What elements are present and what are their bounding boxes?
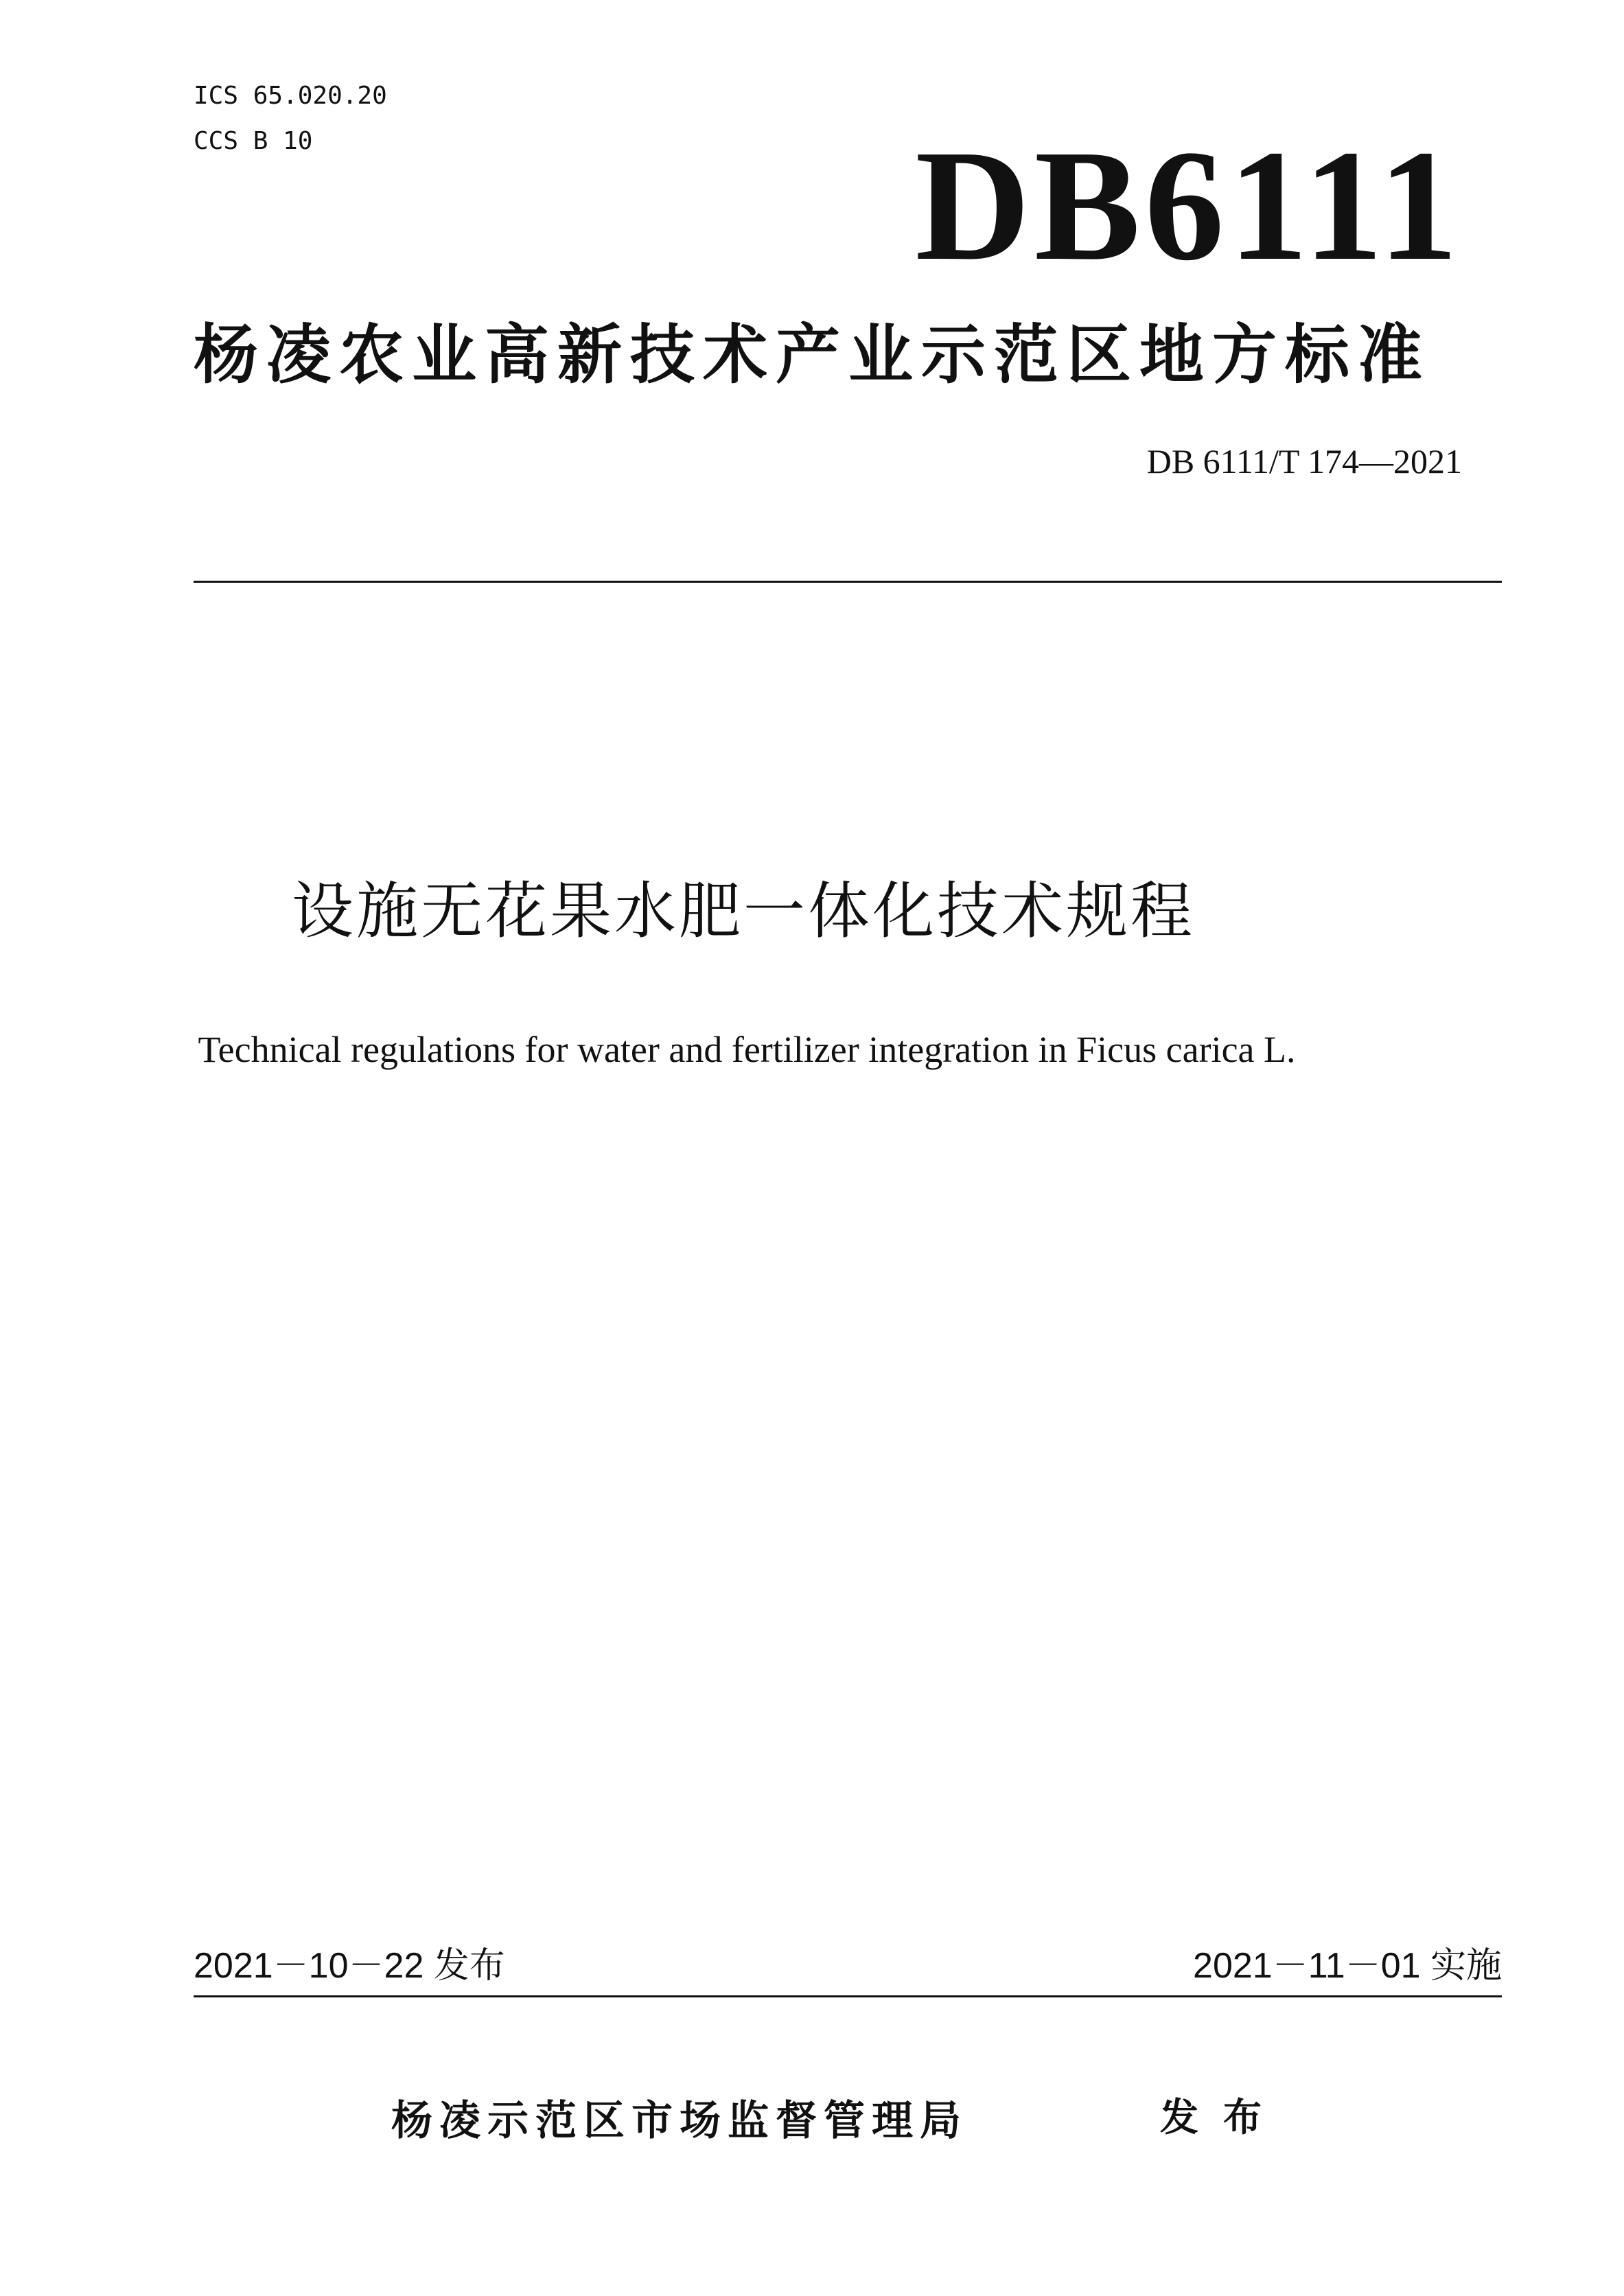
document-title-zh: 设施无花果水肥一体化技术规程: [292, 875, 1195, 947]
document-title-en: Technical regulations for water and fertilizer integration in Ficus carica L.: [198, 1029, 1296, 1070]
standard-number: DB 6111/T 174—2021: [1146, 442, 1462, 480]
standard-category-title: 杨凌农业高新技术产业示范区地方标准: [194, 318, 1431, 393]
issue-label: 发布: [1160, 2096, 1286, 2140]
bottom-divider: [194, 1995, 1502, 1997]
publish-date: 2021－10－22 发布: [194, 1946, 505, 1986]
ccs-code: CCS B 10: [194, 127, 313, 155]
standard-code-logo: DB6111: [915, 117, 1462, 294]
implement-date: 2021－11－01 实施: [1193, 1946, 1502, 1986]
ics-code: ICS 65.020.20: [194, 82, 387, 110]
top-divider: [194, 581, 1502, 583]
issuing-authority: 杨凌示范区市场监督管理局: [391, 2097, 968, 2145]
